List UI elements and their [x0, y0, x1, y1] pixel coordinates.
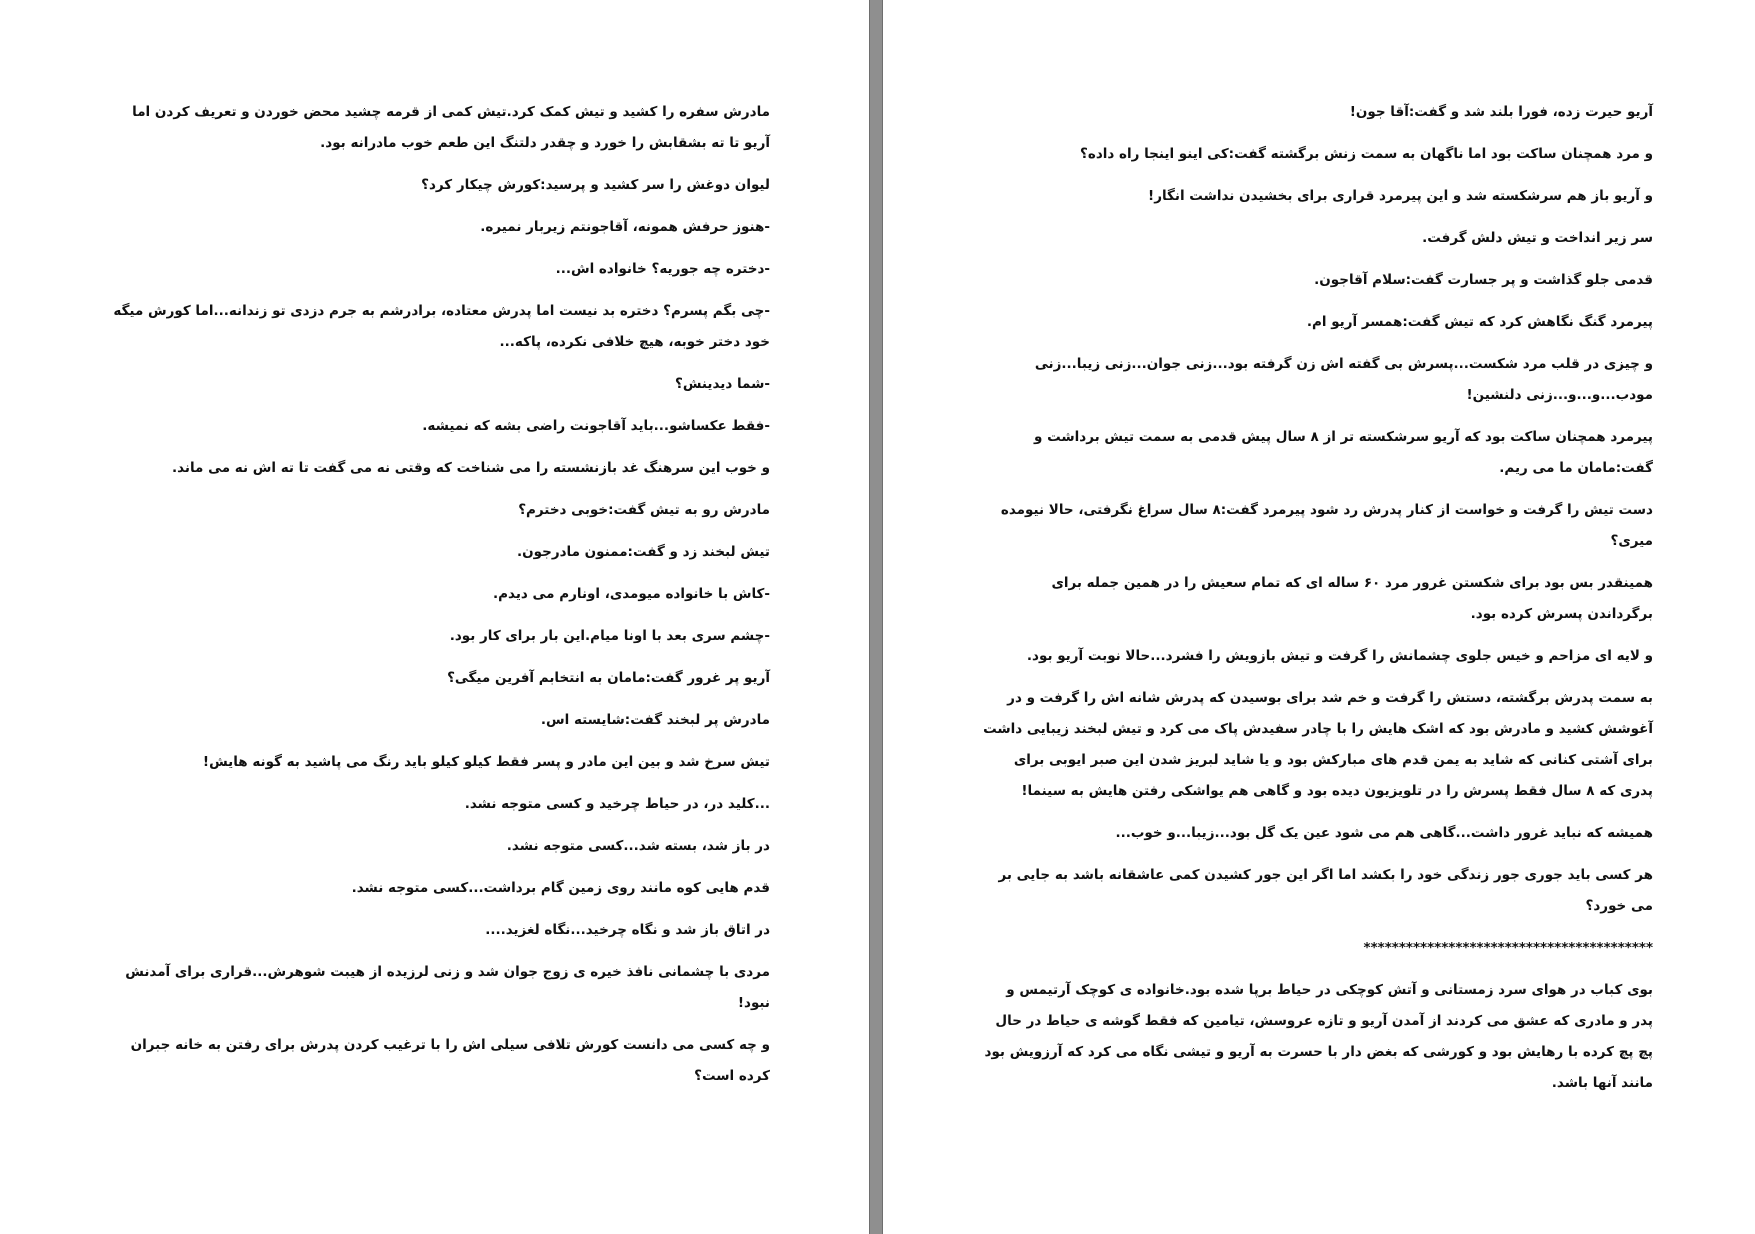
- paragraph: دست تیش را گرفت و خواست از کنار پدرش رد شود پیرمرد گفت:۸ سال سراغ نگرفتی، حالا نیومده میری؟: [1000, 502, 1653, 549]
- paragraph: و مرد همچنان ساکت بود اما ناگهان به سمت زنش برگشته گفت:کی اینو اینجا راه داده؟: [1080, 146, 1653, 162]
- paragraph: آریو پر غرور گفت:مامان به انتخابم آفرین میگی؟: [447, 670, 770, 686]
- paragraph: در اتاق باز شد و نگاه چرخید...نگاه لغزید....: [485, 922, 770, 938]
- paragraph: پیرمرد گنگ نگاهش کرد که تیش گفت:همسر آریو ام.: [1306, 314, 1653, 330]
- section-separator: *****************************************: [1363, 940, 1653, 956]
- paragraph: هر کسی باید جوری جور زندگی خود را بکشد اما اگر این جور کشیدن کمی عاشقانه باشد به جایی بر می خورد؟: [998, 867, 1653, 914]
- paragraph: -دختره چه جوریه؟ خانواده اش...: [555, 261, 770, 277]
- paragraph: قدم هایی کوه مانند روی زمین گام برداشت...کسی متوجه نشد.: [351, 880, 770, 896]
- paragraph: تیش لبخند زد و گفت:ممنون مادرجون.: [516, 544, 770, 560]
- left-page-text: [110, 97, 770, 1103]
- paragraph: -شما دیدینش؟: [675, 376, 770, 392]
- paragraph: لیوان دوغش را سر کشید و پرسید:کورش چیکار کرد؟: [421, 177, 770, 193]
- paragraph: و لایه ای مزاحم و خیس جلوی چشمانش را گرفت و تیش بازویش را فشرد...حالا نوبت آریو بود.: [1026, 648, 1653, 664]
- paragraph: -فقط عکساشو...باید آقاجونت راضی بشه که نمیشه.: [422, 418, 770, 434]
- paragraph: مادرش رو به تیش گفت:خوبی دخترم؟: [518, 502, 770, 518]
- paragraph: -هنوز حرفش همونه، آقاجونتم زیربار نمیره.: [480, 219, 770, 235]
- paragraph: همینقدر بس بود برای شکستن غرور مرد ۶۰ ساله ای که تمام سعیش را در همین جمله برای برگرداندن پسرش کرده بود.: [1051, 575, 1653, 622]
- page-gutter-divider: [869, 0, 883, 1234]
- paragraph: و چیزی در قلب مرد شکست...پسرش بی گفته اش زن گرفته بود...زنی جوان...زنی زیبا...زنی مودب...و...و...زنی دلنشین!: [1034, 356, 1653, 403]
- paragraph: -کاش با خانواده میومدی، اونارم می دیدم.: [493, 586, 770, 602]
- paragraph: -چی بگم پسرم؟ دختره بد نیست اما پدرش معتاده، برادرشم به جرم دزدی تو زندانه...اما کورش میگه خود دختر خوبه، هیچ خلافی نکرده، پاکه...: [113, 303, 770, 350]
- paragraph: قدمی جلو گذاشت و پر جسارت گفت:سلام آقاجون.: [1314, 272, 1653, 288]
- paragraph: به سمت پدرش برگشته، دستش را گرفت و خم شد برای بوسیدن که پدرش شانه اش را گرفت و در آغوشش کشید و مادرش بود که اشک هایش را با چادر سفیدش پاک می کرد و تیش لبخند زیبایی داشت برای آشتی کنانی که شاید به یمن قدم های مبارکش بود و یا شاید لبریز شدن این صبر ایوبی برای پدری که ۸ سال فقط پسرش را در تلویزیون دیده بود و گاهی هم یواشکی رفتن هایش به سینما!: [983, 690, 1653, 799]
- paragraph: مادرش پر لبخند گفت:شایسته اس.: [540, 712, 770, 728]
- right-page-text: [983, 97, 1653, 1110]
- paragraph: در باز شد، بسته شد...کسی متوجه نشد.: [506, 838, 770, 854]
- paragraph: بوی کباب در هوای سرد زمستانی و آتش کوچکی در حیاط برپا شده بود.خانواده ی کوچک آرتیمس و پدر و مادری که عشق می کردند از آمدن آریو و تازه عروسش، تیامین که فقط گوشه ی حیاط در حال پچ پچ کرده با رهایش بود و کورشی که بغض دار با حسرت به آریو و تیشی نگاه می کرد که آرزویش بود مانند آنها باشد.: [984, 982, 1653, 1091]
- paragraph: آریو حیرت زده، فورا بلند شد و گفت:آقا جون!: [1349, 104, 1653, 120]
- paragraph: مردی با چشمانی نافذ خیره ی زوج جوان شد و زنی لرزیده از هیبت شوهرش...قراری برای آمدنش نبود!: [125, 964, 770, 1011]
- paragraph: و آریو باز هم سرشکسته شد و این پیرمرد قراری برای بخشیدن نداشت انگار!: [1148, 188, 1653, 204]
- right-page: [883, 0, 1755, 1234]
- paragraph: سر زیر انداخت و تیش دلش گرفت.: [1422, 230, 1653, 246]
- paragraph: تیش سرخ شد و بین این مادر و پسر فقط کیلو کیلو باید رنگ می پاشید به گونه هایش!: [202, 754, 770, 770]
- left-page: [0, 0, 869, 1234]
- paragraph: همیشه که نباید غرور داشت...گاهی هم می شود عین یک گل بود...زیبا...و خوب...: [1115, 825, 1653, 841]
- paragraph: ...کلید در، در حیاط چرخید و کسی متوجه نشد.: [464, 796, 770, 812]
- paragraph: و چه کسی می دانست کورش تلافی سیلی اش را با ترغیب کردن پدرش برای رفتن به خانه جبران کرده است؟: [130, 1037, 770, 1084]
- paragraph: و خوب این سرهنگ غد بازنشسته را می شناخت که وقتی نه می گفت تا ته اش نه می ماند.: [171, 460, 770, 476]
- paragraph: پیرمرد همچنان ساکت بود که آریو سرشکسته تر از ۸ سال پیش قدمی به سمت تیش برداشت و گفت:مامان ما می ریم.: [1034, 429, 1653, 476]
- paragraph: مادرش سفره را کشید و تیش کمک کرد.تیش کمی از قرمه چشید محض خوردن و تعریف کردن اما آریو تا ته بشقابش را خورد و چقدر دلتنگ این طعم خوب مادرانه بود.: [132, 104, 770, 151]
- paragraph: -چشم سری بعد با اونا میام.این بار برای کار بود.: [449, 628, 770, 644]
